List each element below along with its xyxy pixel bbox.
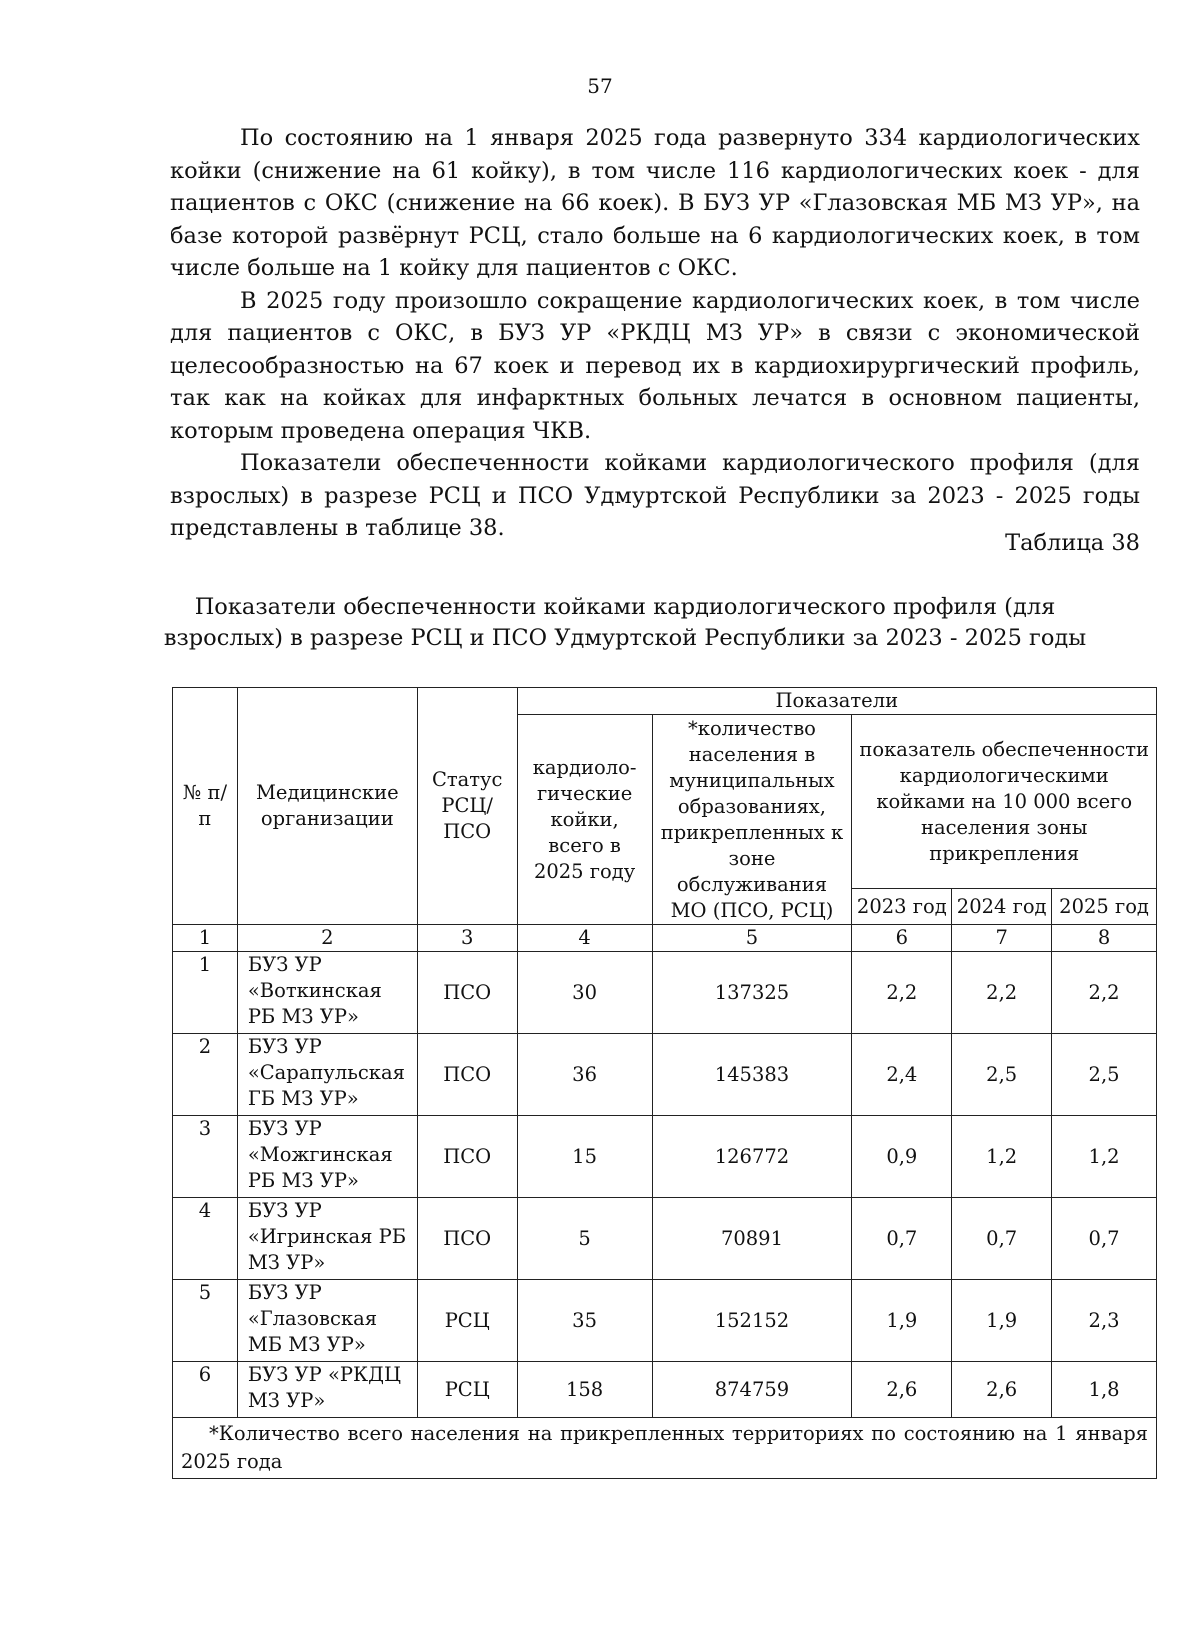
row-num: 5 [173,1280,238,1362]
column-number: 1 [173,925,238,952]
row-ratio-2025: 2,5 [1052,1034,1157,1116]
paragraph: По состоянию на 1 января 2025 года развернуто 334 кардиологических койки (снижение на 61 койку), в том числе 116 кардиологических коек - для пациентов с ОКС (снижение на 66 коек). В БУЗ УР «Глазовская МБ МЗ УР», на базе которой развёрнут РСЦ, стало больше на 6 кардиологических коек, в том числе больше на 1 койку для пациентов с ОКС. [170,125,1140,281]
table-row [173,1198,1157,1280]
row-ratio-2025: 1,8 [1052,1362,1157,1418]
column-number: 6 [852,925,952,952]
row-num: 1 [173,952,238,1034]
row-beds: 30 [517,952,652,1034]
row-status: ПСО [417,1198,517,1280]
table-title: Показатели обеспеченности койками кардиологического профиля (для взрослых) в разрезе РСЦ и ПСО Удмуртской Республики за 2023 - 2025 годы [163,594,1087,651]
footnote-row [173,1418,1157,1479]
row-org: БУЗ УР «РКДЦ МЗ УР» [237,1362,417,1418]
column-number-row [173,925,1157,952]
row-status: ПСО [417,1034,517,1116]
header-org: Медицинские организации [237,688,417,925]
column-number: 3 [417,925,517,952]
row-status: РСЦ [417,1280,517,1362]
header-beds: кардиоло-гические койки, всего в 2025 году [517,715,652,925]
row-num: 2 [173,1034,238,1116]
header-status: Статус РСЦ/ ПСО [417,688,517,925]
body-text [170,122,1140,545]
header-indicators: Показатели [517,688,1156,715]
row-ratio-2024: 2,6 [952,1362,1052,1418]
row-status: РСЦ [417,1362,517,1418]
row-ratio-2023: 2,4 [852,1034,952,1116]
row-num: 4 [173,1198,238,1280]
row-ratio-2024: 1,2 [952,1116,1052,1198]
row-ratio-2023: 1,9 [852,1280,952,1362]
table-row [173,1280,1157,1362]
row-population: 137325 [652,952,852,1034]
row-ratio-2025: 2,2 [1052,952,1157,1034]
row-population: 126772 [652,1116,852,1198]
row-ratio-2024: 0,7 [952,1198,1052,1280]
table-row [173,952,1157,1034]
header-year-2023: 2023 год [852,889,952,925]
row-ratio-2023: 0,7 [852,1198,952,1280]
row-org: БУЗ УР «Сарапульская ГБ МЗ УР» [237,1034,417,1116]
row-ratio-2025: 2,3 [1052,1280,1157,1362]
row-population: 70891 [652,1198,852,1280]
row-population: 152152 [652,1280,852,1362]
row-ratio-2023: 2,2 [852,952,952,1034]
row-org: БУЗ УР «Глазовская МБ МЗ УР» [237,1280,417,1362]
row-ratio-2024: 2,2 [952,952,1052,1034]
column-number: 4 [517,925,652,952]
data-table [172,687,1157,1479]
footnote-text: *Количество всего населения на прикрепленных территориях по состоянию на 1 января 2025 года [181,1422,1148,1473]
row-status: ПСО [417,1116,517,1198]
row-population: 145383 [652,1034,852,1116]
table-row [173,1034,1157,1116]
row-beds: 5 [517,1198,652,1280]
table-footnote [173,1418,1157,1479]
table-label: Таблица 38 [1005,530,1140,556]
row-org: БУЗ УР «Воткинская РБ МЗ УР» [237,952,417,1034]
header-ratio: показатель обеспеченности кардиологическими койками на 10 000 всего населения зоны прикрепления [852,715,1157,889]
row-num: 3 [173,1116,238,1198]
header-year-2024: 2024 год [952,889,1052,925]
row-org: БУЗ УР «Можгинская РБ МЗ УР» [237,1116,417,1198]
page-number: 57 [587,74,613,98]
column-number: 7 [952,925,1052,952]
row-ratio-2024: 2,5 [952,1034,1052,1116]
row-org: БУЗ УР «Игринская РБ МЗ УР» [237,1198,417,1280]
header-year-2025: 2025 год [1052,889,1157,925]
header-row [173,688,1157,715]
column-number: 8 [1052,925,1157,952]
column-number: 2 [237,925,417,952]
paragraph: В 2025 году произошло сокращение кардиологических коек, в том числе для пациентов с ОКС, в БУЗ УР «РКДЦ МЗ УР» в связи с экономической целесообразностью на 67 коек и перевод их в кардиохирургический профиль, так как на койках для инфарктных больных лечатся в основном пациенты, которым проведена операция ЧКВ. [170,287,1140,444]
row-population: 874759 [652,1362,852,1418]
row-ratio-2025: 0,7 [1052,1198,1157,1280]
row-ratio-2023: 0,9 [852,1116,952,1198]
row-ratio-2023: 2,6 [852,1362,952,1418]
row-ratio-2024: 1,9 [952,1280,1052,1362]
header-num [173,688,238,925]
table-row [173,1362,1157,1418]
row-status: ПСО [417,952,517,1034]
row-num: 6 [173,1362,238,1418]
row-ratio-2025: 1,2 [1052,1116,1157,1198]
row-beds: 15 [517,1116,652,1198]
header-population: *количество населения в муниципальных образованиях, прикрепленных к зоне обслуживания МО (ПСО, РСЦ) [652,715,852,925]
row-beds: 36 [517,1034,652,1116]
paragraph: Показатели обеспеченности койками кардиологического профиля (для взрослых) в разрезе РСЦ и ПСО Удмуртской Республики за 2023 - 2025 годы представлены в таблице 38. [170,450,1140,541]
row-beds: 35 [517,1280,652,1362]
row-beds: 158 [517,1362,652,1418]
header-num-text: № п/п [182,781,228,830]
table-row [173,1116,1157,1198]
column-number: 5 [652,925,852,952]
